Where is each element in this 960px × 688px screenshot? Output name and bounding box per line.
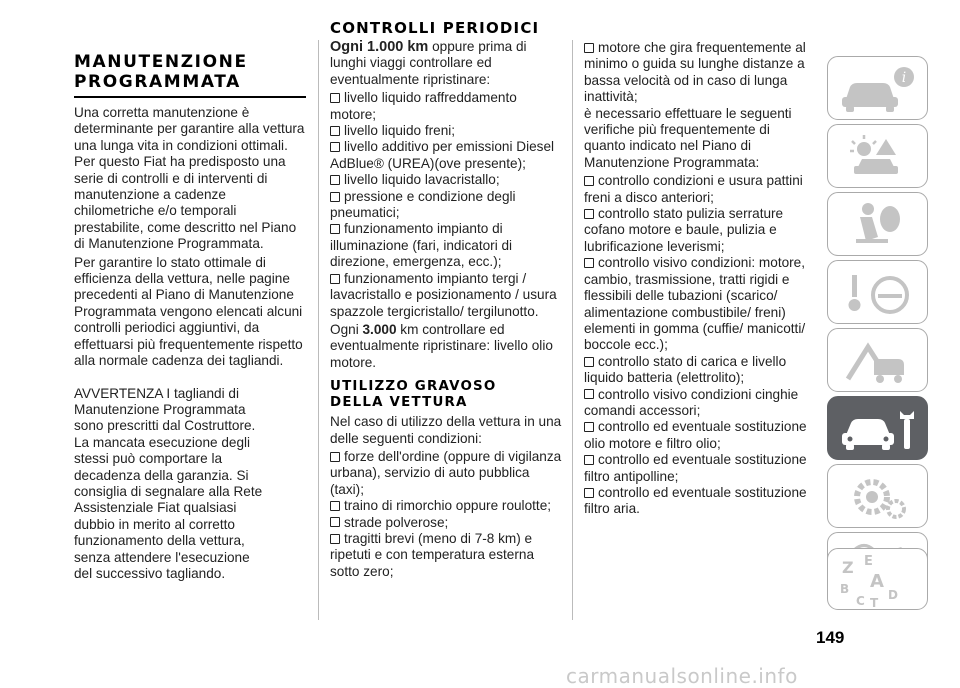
column-1 [74,52,306,584]
list-item: controllo ed eventuale sostituzione filtro antipolline; [584,452,807,484]
section-title-line1: MANUTENZIONE [74,52,248,72]
column-2 [330,20,562,580]
periodic-intro [330,39,562,88]
list-item: motore che gira frequentemente al minimo o guida su lunghe distanze a bassa velocità od in caso di lunga inattività; [584,40,806,105]
airbag-seat-icon [828,193,929,257]
list-item: livello liquido raffreddamento motore; [330,90,517,122]
checkbox-square-icon [330,534,340,544]
checkbox-square-icon [584,43,594,53]
warning-lights-icon [828,125,929,189]
checkbox-square-icon [584,422,594,432]
checkbox-square-icon [584,209,594,219]
list-item: controllo visivo condizioni: motore, cambio, trasmissione, tratti rigidi e flessibili delle tubazioni (scarico/ alimentazione combustibile/ freni) elementi in gomma (cuffie/ manicotti/ boccole ecc.); [584,255,806,353]
svg-text:A: A [870,571,884,592]
tab-index[interactable] [827,548,928,610]
checkbox-square-icon [330,452,340,462]
list-item: livello liquido freni; [330,123,562,139]
tab-warning-lights[interactable] [827,124,928,188]
car-info-icon [828,57,929,121]
heavy-use-title-line2: DELLA VETTURA [330,395,468,411]
checkbox-square-icon [330,274,340,284]
column-divider [318,40,319,620]
svg-text:i: i [901,70,907,86]
condition-list [330,449,562,580]
tab-maintenance[interactable] [827,396,928,460]
checkbox-square-icon [584,455,594,465]
checkbox-square-icon [330,501,340,511]
key-steering-wheel-icon [828,261,929,325]
tab-technical-data[interactable] [827,464,928,528]
list-item: controllo stato di carica e livello liquido batteria (elettrolito); [584,353,787,386]
tab-airbag-seat[interactable] [827,192,928,256]
svg-text:C: C [856,594,865,608]
page-number: 149 [816,628,845,647]
checkbox-square-icon [330,93,340,103]
list-item: controllo ed eventuale sostituzione olio motore e filtro olio; [584,419,807,451]
heavy-use-title-line1: UTILIZZO GRAVOSO [330,379,497,395]
tab-key-steering[interactable] [827,260,928,324]
column-3 [584,40,812,518]
verification-list [584,173,812,518]
list-item: controllo stato pulizia serrature cofano motore e baule, pulizia e lubrificazione leverismi; [584,206,784,254]
list-item: pressione e condizione degli pneumatici; [330,188,516,221]
intro-text: oppure prima di lunghi viaggi controllare ed eventualmente ripristinare: [330,39,527,87]
list-item: forze dell'ordine (oppure di vigilanza urbana), servizio di auto pubblica (taxi); [330,448,562,497]
heavy-use-paragraph: Nel caso di utilizzo della vettura in una delle seguenti condizioni: [330,414,562,446]
list-item: livello liquido lavacristallo; [330,172,562,188]
checkbox-square-icon [330,126,340,136]
periodic-checks-title: CONTROLLI PERIODICI [330,19,540,37]
list-item: strade polverose; [330,515,562,531]
efficiency-paragraph: Per garantire lo stato ottimale di efficienza della vettura, nelle pagine precedenti al Piano di Manutenzione Programmata vengono elencati alcuni controlli periodici aggiuntivi, da effettuarsi più frequentemente rispetto alla normale cadenza dei tagliandi. [74,254,303,369]
list-item: controllo condizioni e usura pattini freni a disco anteriori; [584,173,803,205]
checkbox-square-icon [584,258,594,268]
list-item: controllo visivo condizioni cinghie comandi accessori; [584,386,799,418]
checkbox-square-icon [584,176,594,186]
list-item: funzionamento impianto tergi / lavacristallo e posizionamento / usura spazzole tergicristallo/ tergilunotto. [330,270,557,319]
car-wrench-icon [828,397,929,461]
check-list [330,90,562,320]
list-item: tragitti brevi (meno di 7-8 km) e ripetuti e con temperatura esterna sotto zero; [330,530,535,579]
checkbox-square-icon [330,517,340,527]
warning-triangle-icon [828,329,929,393]
checkbox-square-icon [330,142,340,152]
section-title-line2: PROGRAMMATA [74,72,306,98]
interval-bold: Ogni 1.000 km [330,39,429,55]
warning-paragraph: AVVERTENZA I tagliandi di Manutenzione Programmata sono prescritti dal Costruttore. La mancata esecuzione degli stessi può comportare la decadenza della garanzia. Si consiglia di segnalare alla Rete Assistenziale Fiat qualsiasi dubbio in merito al corretto funzionamento della vettura, senza attendere l'esecuzione del successivo tagliando. [74,385,263,581]
svg-text:D: D [888,588,898,602]
oil-check-paragraph: Ogni 3.000 km controllare ed eventualmente ripristinare: livello olio motore. [330,321,553,370]
svg-text:B: B [840,582,850,596]
checkbox-square-icon [584,389,594,399]
list-item: controllo ed eventuale sostituzione filtro aria. [584,484,807,517]
gears-icon [828,465,929,529]
alphabet-index-icon [828,549,929,611]
checkbox-square-icon [330,175,340,185]
checkbox-square-icon [584,357,594,367]
svg-text:T: T [870,596,879,610]
svg-text:E: E [864,554,873,569]
svg-text:Z: Z [842,558,854,577]
tab-warning-triangle[interactable] [827,328,928,392]
tab-car-info[interactable] [827,56,928,120]
intro-paragraph: Una corretta manutenzione è determinante per garantire alla vettura una lunga vita in condizioni ottimali. Per questo Fiat ha predisposto una serie di controlli e di interventi di manutenzione a cadenze chilometriche e/o temporali prestabilite, come descritto nel Piano di Manutenzione Programmata. [74,105,305,252]
list-item: funzionamento impianto di illuminazione (fari, indicatori di direzione, emergenza, ecc.); [330,221,513,270]
checkbox-square-icon [330,192,340,202]
checkbox-square-icon [584,488,594,498]
list-item: traino di rimorchio oppure roulotte; [330,498,562,514]
watermark-text: carmanualsonline.info [566,664,798,688]
list-item: livello additivo per emissioni Diesel AdBlue® (UREA)(ove presente); [330,139,555,171]
column-divider [572,40,573,620]
verification-paragraph: è necessario effettuare le seguenti verifiche più frequentemente di quanto indicato nel Piano di Manutenzione Programmata: [584,105,792,170]
checkbox-square-icon [330,224,340,234]
